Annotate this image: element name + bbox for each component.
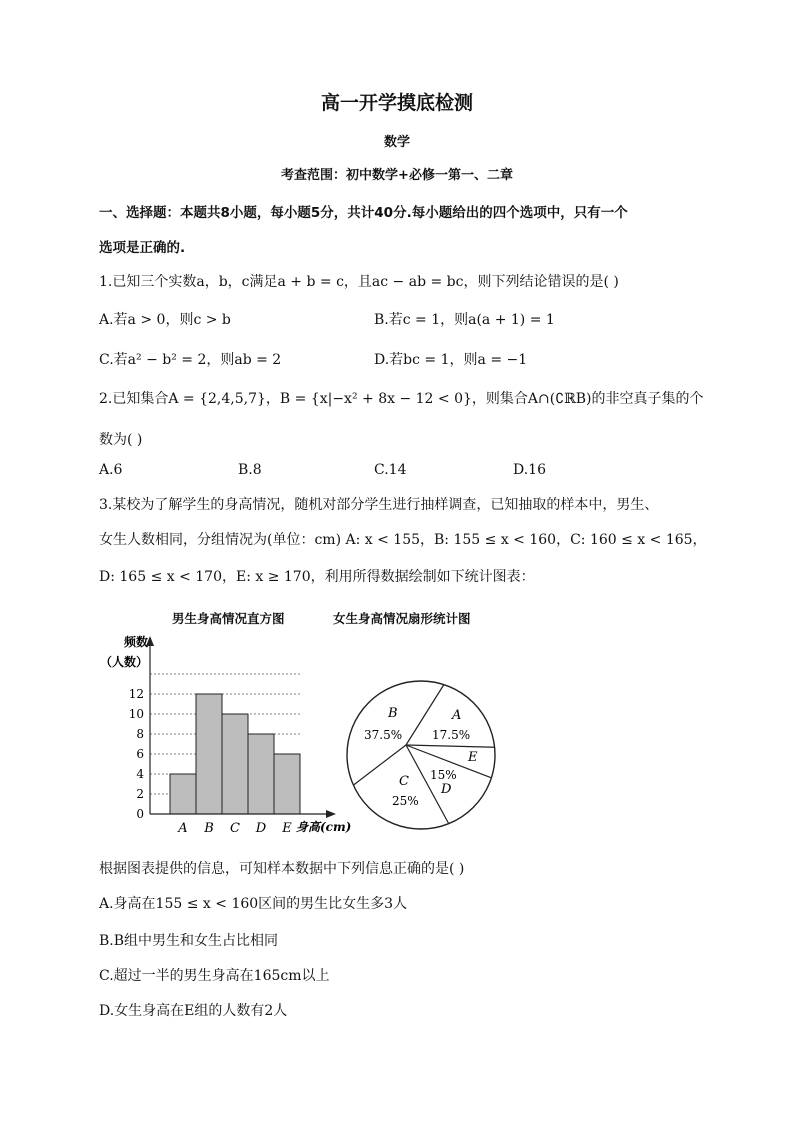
histogram-title: 男生身高情况直方图 xyxy=(172,611,285,626)
pie-slice-value-A: 17.5% xyxy=(432,728,471,742)
q1-option-b: B.若c = 1，则a(a + 1) = 1 xyxy=(374,312,555,328)
bar-E xyxy=(274,754,300,814)
pie-slice-label-B: B xyxy=(388,706,398,721)
q3-option-c: C.超过一半的男生身高在165cm以上 xyxy=(99,968,330,984)
q3-option-a: A.身高在155 ≤ x < 160区间的男生比女生多3人 xyxy=(99,896,408,912)
q2-option-a: A.6 xyxy=(99,462,123,478)
pie-slice-label-C: C xyxy=(399,774,409,789)
section-heading-line2: 选项是正确的. xyxy=(99,240,186,256)
y-tick-label: 6 xyxy=(136,747,144,761)
y-tick-label: 4 xyxy=(136,767,144,781)
y-axis-label-line1: 频数 xyxy=(124,635,149,649)
pie-slice-label-E: E xyxy=(468,750,478,765)
q2-option-c: C.14 xyxy=(374,462,407,478)
q2-stem-line2: 数为( ) xyxy=(99,432,143,448)
q3-stem-line1: 3.某校为了解学生的身高情况，随机对部分学生进行抽样调查，已知抽取的样本中，男生、 xyxy=(99,497,659,513)
page-title: 高一开学摸底检测 xyxy=(320,92,473,114)
q3-option-d: D.女生身高在E组的人数有2人 xyxy=(99,1003,288,1019)
section-heading-line1: 一、选择题：本题共8小题，每小题5分，共计40分.每小题给出的四个选项中，只有一个 xyxy=(99,205,628,221)
x-tick-label: E xyxy=(282,821,292,836)
pie-slice-value-B: 37.5% xyxy=(364,728,403,742)
x-axis-arrow xyxy=(326,810,336,818)
q1-stem: 1.已知三个实数a，b，c满足a + b = c，且ac − ab = bc，则下列结论错误的是( ) xyxy=(99,274,619,290)
bar-A xyxy=(170,774,196,814)
x-tick-label: D xyxy=(255,821,267,836)
q2-option-d: D.16 xyxy=(513,462,546,478)
q2-option-b: B.8 xyxy=(238,462,262,478)
y-tick-label: 10 xyxy=(128,707,144,721)
pie-slice-value-D: 15% xyxy=(430,768,457,782)
bar-C xyxy=(222,714,248,814)
y-tick-label: 8 xyxy=(136,727,144,741)
y-tick-label: 0 xyxy=(136,807,144,821)
y-axis-label-line2: （人数） xyxy=(100,655,149,669)
scope-label: 考查范围：初中数学+必修一第一、二章 xyxy=(281,168,513,183)
q1-option-c: C.若a² − b² = 2，则ab = 2 xyxy=(99,352,282,368)
q1-option-a: A.若a > 0，则c > b xyxy=(99,312,231,328)
pie-title: 女生身高情况扇形统计图 xyxy=(333,611,471,626)
bar-D xyxy=(248,734,274,814)
x-tick-label: B xyxy=(204,821,214,836)
x-tick-label: A xyxy=(178,821,188,836)
q3-stem-line2: 女生人数相同，分组情况为(单位：cm) A: x < 155，B: 155 ≤ x < 160，C: 160 ≤ x < 165， xyxy=(99,532,707,548)
x-tick-label: C xyxy=(230,821,240,836)
bar-B xyxy=(196,694,222,814)
q1-option-d: D.若bc = 1，则a = −1 xyxy=(374,352,528,368)
pie-slice-label-D: D xyxy=(441,782,452,797)
q3-option-b: B.B组中男生和女生占比相同 xyxy=(99,933,279,949)
q3-stem-line3: D: 165 ≤ x < 170，E: x ≥ 170，利用所得数据绘制如下统计图表： xyxy=(99,569,535,585)
x-axis-label: 身高(cm) xyxy=(296,820,352,834)
y-tick-label: 2 xyxy=(136,787,144,801)
subject-label: 数学 xyxy=(383,135,410,150)
y-tick-label: 12 xyxy=(128,687,144,701)
pie-slice-label-A: A xyxy=(452,708,462,723)
pie-chart xyxy=(340,675,500,835)
pie-slice-value-C: 25% xyxy=(392,794,419,808)
histogram-chart xyxy=(100,630,360,840)
q3-question: 根据图表提供的信息，可知样本数据中下列信息正确的是( ) xyxy=(99,861,465,877)
q2-stem-line1: 2.已知集合A = {2,4,5,7}，B = {x|−x² + 8x − 12 < 0}，则集合A∩(∁ℝB)的非空真子集的个 xyxy=(99,391,704,407)
